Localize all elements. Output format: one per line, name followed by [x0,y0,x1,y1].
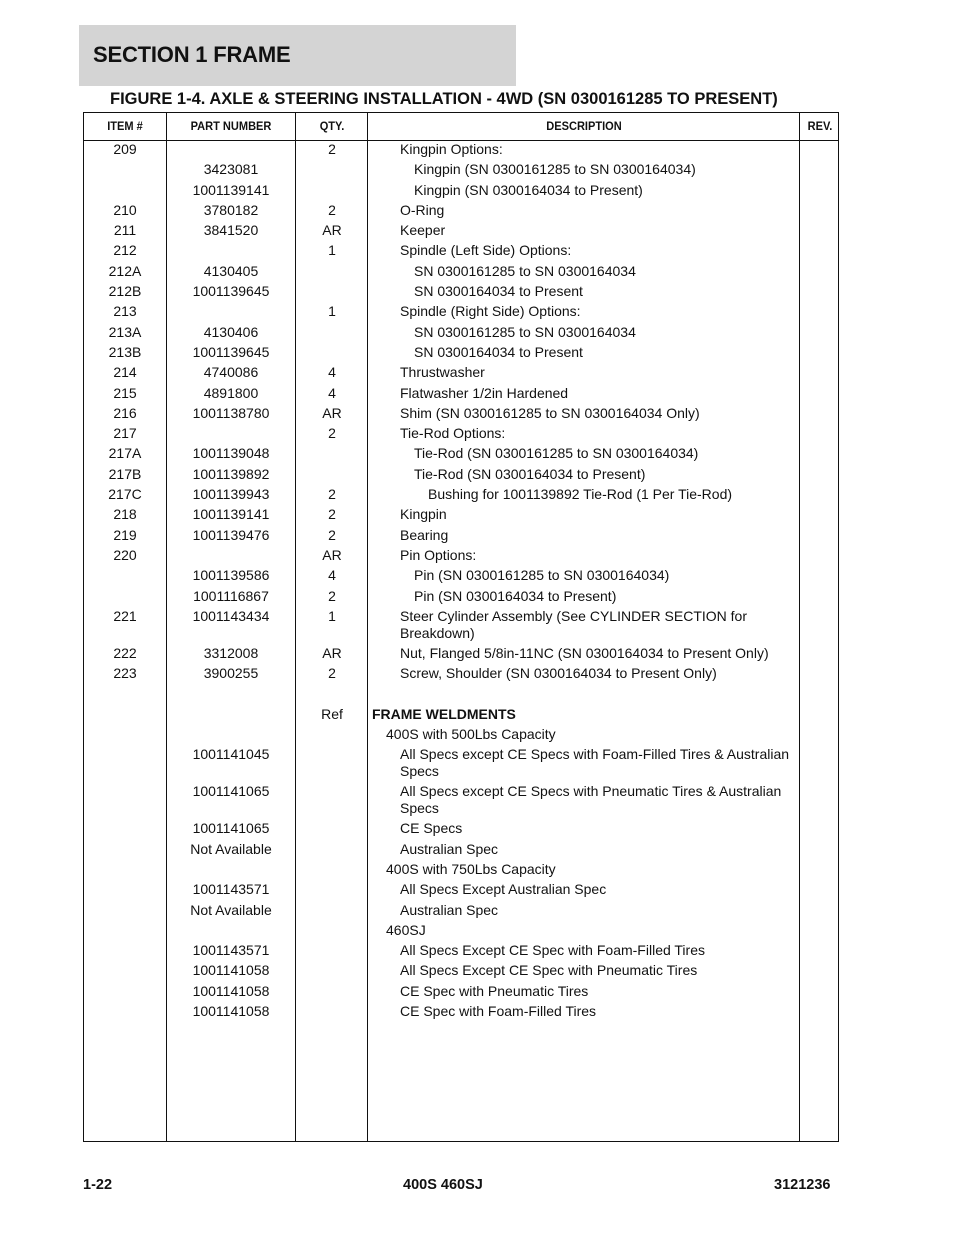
description: Screw, Shoulder (SN 0300164034 to Present Only) [400,665,717,682]
part-number: 4740086 [203,364,259,381]
item-number: 210 [113,201,137,218]
table-row [84,783,838,820]
description: SN 0300164034 to Present [414,343,583,360]
table-row [84,902,838,922]
table-row [84,726,838,746]
table-row [84,161,838,181]
description: Pin (SN 0300164034 to Present) [414,587,617,604]
table-row [84,685,838,705]
item-number: 222 [113,644,137,661]
description: FRAME WELDMENTS [372,705,516,722]
description: Tie-Rod (SN 0300164034 to Present) [414,465,646,482]
part-number: 3312008 [203,644,259,661]
part-number: 1001138780 [192,404,270,421]
table-row [84,922,838,942]
figure-title: FIGURE 1-4. AXLE & STEERING INSTALLATION - 4WD (SN 0300161285 TO PRESENT) [110,90,778,108]
description: Kingpin (SN 0300164034 to Present) [414,181,643,198]
description: Thrustwasher [400,364,485,381]
quantity: 2 [328,506,336,523]
document-number: 3121236 [774,1177,831,1193]
description: Steer Cylinder Assembly (See CYLINDER SECTION for Breakdown) [400,607,747,641]
parts-table [83,112,839,1142]
item-number: 216 [113,404,137,421]
part-number: 1001141065 [192,783,270,800]
description: Bushing for 1001139892 Tie-Rod (1 Per Tie-Rod) [428,486,733,503]
column-header-rev: REV. [807,119,833,133]
description: Kingpin (SN 0300161285 to SN 0300164034) [414,161,696,178]
item-number: 213B [108,343,142,360]
quantity: AR [322,222,342,239]
quantity: AR [322,546,342,563]
table-row [84,665,838,685]
quantity: 4 [328,384,336,401]
table-row [84,405,838,425]
table-row [84,202,838,222]
description: Pin (SN 0300161285 to SN 0300164034) [414,567,670,584]
description: Spindle (Left Side) Options: [400,242,572,259]
part-number: 1001139048 [192,445,270,462]
table-row [84,881,838,901]
part-number: 1001139645 [192,343,270,360]
quantity: 2 [328,201,336,218]
table-row [84,861,838,881]
description: SN 0300161285 to SN 0300164034 [414,262,636,279]
table-row [84,608,838,645]
table-row [84,486,838,506]
section-banner [79,25,516,86]
description: 400S with 750Lbs Capacity [386,860,556,877]
table-row [84,746,838,783]
description: O-Ring [400,201,445,218]
item-number: 214 [113,364,137,381]
table-row [84,1003,838,1023]
description: SN 0300161285 to SN 0300164034 [414,323,636,340]
part-number: 1001116867 [193,587,269,604]
item-number: 217 [113,425,137,442]
part-number: 4891800 [203,384,259,401]
table-row [84,820,838,840]
quantity: 2 [328,665,336,682]
table-row [84,385,838,405]
table-row [84,942,838,962]
description: CE Spec with Foam-Filled Tires [400,1002,597,1019]
table-row [84,506,838,526]
table-row [84,466,838,486]
quantity: 2 [328,486,336,503]
description: Tie-Rod (SN 0300161285 to SN 0300164034) [414,445,699,462]
description: All Specs Except Australian Spec [400,881,607,898]
table-row [84,222,838,242]
item-number: 217C [108,486,142,503]
description: All Specs Except CE Spec with Foam-Filled Tires [400,942,705,959]
description: 460SJ [386,921,426,938]
part-number: 1001139141 [192,181,270,198]
part-number: 1001139645 [192,283,270,300]
quantity: 2 [328,141,336,157]
table-row [84,242,838,262]
part-number: 4130406 [203,323,259,340]
item-number: 212B [108,283,142,300]
table-row [84,588,838,608]
description: Kingpin Options: [400,141,503,157]
column-header-qty: QTY. [319,119,345,133]
description: Tie-Rod Options: [400,425,506,442]
column-header-item: ITEM # [107,119,143,133]
table-row [84,706,838,726]
description: All Specs except CE Specs with Foam-Filled Tires & Australian Specs [400,746,790,780]
table-row [84,344,838,364]
item-number: 220 [113,546,137,563]
table-row [84,983,838,1003]
quantity: 4 [328,567,336,584]
part-number: 1001143571 [192,942,270,959]
quantity: 1 [328,303,336,320]
description: Flatwasher 1/2in Hardened [400,384,569,401]
table-row [84,962,838,982]
part-number: 4130405 [203,262,259,279]
part-number: 1001141045 [192,746,270,763]
table-row [84,425,838,445]
quantity: 1 [328,242,336,259]
table-row [84,364,838,384]
part-number: 1001139476 [192,526,270,543]
part-number: 1001143434 [192,607,270,624]
part-number: 3780182 [203,201,259,218]
table-row [84,445,838,465]
quantity: 4 [328,364,336,381]
table-row [84,841,838,861]
description: All Specs except CE Specs with Pneumatic Tires & Australian Specs [400,783,782,817]
item-number: 218 [113,506,137,523]
table-row [84,645,838,665]
item-number: 213A [108,323,142,340]
quantity: AR [322,644,342,661]
table-row [84,527,838,547]
description: Shim (SN 0300161285 to SN 0300164034 Only) [400,404,700,421]
item-number: 209 [113,141,137,157]
item-number: 212A [108,262,142,279]
description: 400S with 500Lbs Capacity [386,726,556,743]
description: Nut, Flanged 5/8in-11NC (SN 0300164034 to Present Only) [400,644,769,661]
column-header-part-number: PART NUMBER [190,119,272,133]
column-header-description: DESCRIPTION [546,119,622,133]
description: All Specs Except CE Spec with Pneumatic Tires [400,962,698,979]
item-number: 219 [113,526,137,543]
section-title: SECTION 1 FRAME [93,42,291,67]
item-number: 213 [113,303,137,320]
item-number: 212 [113,242,137,259]
item-number: 215 [113,384,137,401]
part-number: 1001141065 [192,820,270,837]
description: Australian Spec [400,901,499,918]
part-number: 1001139892 [192,465,270,482]
quantity: 2 [328,587,336,604]
part-number: Not Available [190,901,272,918]
description: CE Specs [400,820,463,837]
description: Bearing [400,526,449,543]
description: Spindle (Right Side) Options: [400,303,581,320]
part-number: 1001139586 [192,567,270,584]
part-number: 3841520 [203,222,259,239]
part-number: 3423081 [203,161,259,178]
table-row [84,283,838,303]
item-number: 211 [113,222,137,239]
description: Kingpin [400,506,447,523]
part-number: Not Available [190,840,272,857]
table-body [84,141,838,1023]
part-number: 1001139943 [192,486,270,503]
part-number: 3900255 [203,665,259,682]
part-number: 1001141058 [192,962,270,979]
description: CE Spec with Pneumatic Tires [400,982,589,999]
quantity: 2 [328,526,336,543]
table-row [84,141,838,161]
part-number: 1001139141 [192,506,270,523]
description: Keeper [400,222,446,239]
item-number: 221 [113,607,137,624]
table-row [84,567,838,587]
item-number: 217B [108,465,142,482]
page-number: 1-22 [83,1177,113,1193]
part-number: 1001141058 [192,1002,270,1019]
table-row [84,303,838,323]
part-number: 1001143571 [192,881,270,898]
description: Pin Options: [400,546,477,563]
table-row [84,324,838,344]
model-name: 400S 460SJ [403,1177,483,1193]
table-row [84,182,838,202]
quantity: Ref [321,705,343,722]
table-row [84,547,838,567]
table-row [84,263,838,283]
description: SN 0300164034 to Present [414,283,583,300]
item-number: 223 [113,665,137,682]
description: Australian Spec [400,840,499,857]
quantity: AR [322,404,342,421]
item-number: 217A [108,445,142,462]
quantity: 2 [328,425,336,442]
part-number: 1001141058 [192,982,270,999]
quantity: 1 [328,607,336,624]
